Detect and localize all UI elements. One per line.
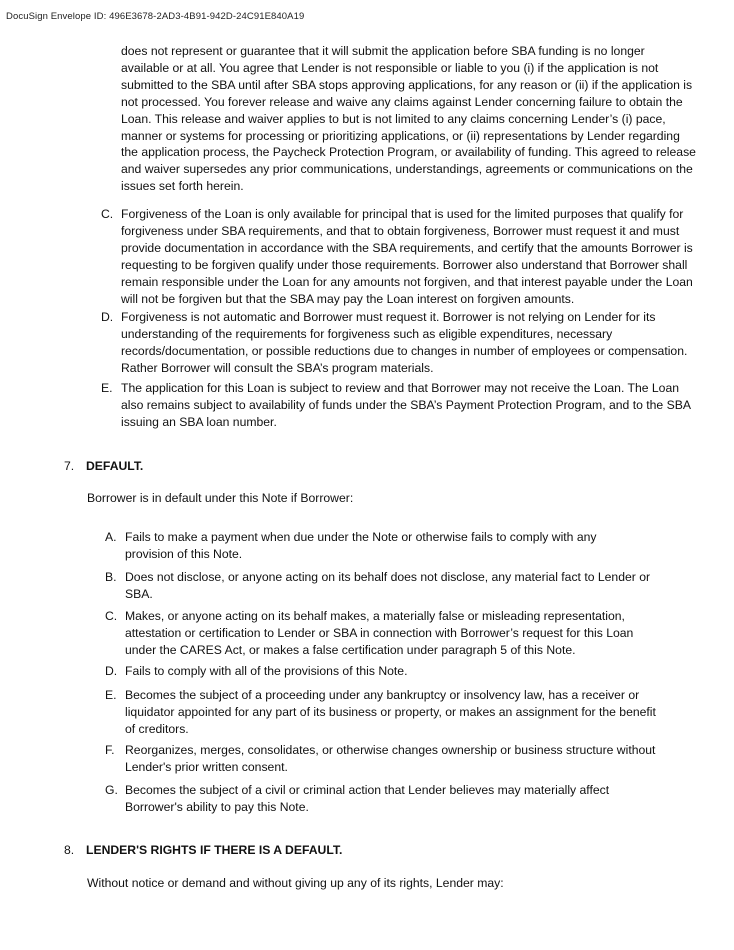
item-text: Does not disclose, or anyone acting on its behalf does not disclose, any material fact to Lender or SBA. [125,570,651,601]
section7-item-g [105,782,665,816]
item-letter: D. [101,310,114,324]
section7-intro: Borrower is in default under this Note if Borrower: [87,491,354,505]
section7-item-c [105,608,665,659]
item-text: The application for this Loan is subject to review and that Borrower may not receive the Loan. The Loan also remains subject to availability of funds under the SBA’s Payment Protection Program, and to the SBA issuing an SBA loan number. [121,381,691,429]
item-text: Becomes the subject of a civil or criminal action that Lender believes may materially affect Borrower's ability to pay this Note. [125,783,610,814]
section-title: LENDER'S RIGHTS IF THERE IS A DEFAULT. [86,843,343,857]
intro-paragraph: does not represent or guarantee that it will submit the application before SBA funding is no longer available or at all. You agree that Lender is not responsible or liable to you (i) if the application is not submitted to the SBA until after SBA stops approving applications, for any reason or (ii) if the application is not processed. You forever release and waive any claims against Lender concerning failure to obtain the Loan. This release and waiver applies to but is not limited to any claims concerning Lender’s (i) pace, manner or systems for processing or prioritizing applications, or (ii) representations by Lender regarding the application process, the Paycheck Protection Program, or availability of funding. This agreed to release and waiver supersedes any prior communications, understandings, agreements or communications on the issues set forth herein. [121,44,696,194]
item-text: Becomes the subject of a proceeding under any bankruptcy or insolvency law, has a receiver or liquidator appointed for any part of its business or property, or makes an assignment for the benefit of creditors. [125,688,656,736]
section6-item-c [101,206,696,307]
section6-item-e [101,380,696,431]
section8-intro: Without notice or demand and without giving up any of its rights, Lender may: [87,876,504,890]
section7-item-a [105,529,645,563]
section-number: 7. [64,459,75,473]
section7-item-e [105,687,665,738]
section7-item-b [105,569,665,603]
section-number: 8. [64,843,75,857]
item-letter: E. [105,688,117,702]
item-letter: C. [101,207,114,221]
section-title: DEFAULT. [86,459,144,473]
item-letter: E. [101,381,113,395]
item-text: Fails to make a payment when due under the Note or otherwise fails to comply with any provision of this Note. [125,530,597,561]
item-letter: F. [105,743,115,757]
section6-item-d [101,309,696,377]
item-letter: D. [105,664,118,678]
item-letter: A. [105,530,117,544]
envelope-id: DocuSign Envelope ID: 496E3678-2AD3-4B91-942D-24C91E840A19 [6,11,305,22]
item-text: Forgiveness is not automatic and Borrower must request it. Borrower is not relying on Lender for its understanding of the requirements for forgiveness such as eligible expenditures, necessary records/documentation, or possible reductions due to changes in number of employees or compensation. Rather Borrower will consult the SBA’s program materials. [121,310,688,375]
item-text: Forgiveness of the Loan is only available for principal that is used for the limited purposes that qualify for forgiveness under SBA requirements, and that to obtain forgiveness, Borrower must request it and must provide documentation in accordance with the SBA requirements, and certify that the amounts Borrower is requesting to be forgiven qualify under those requirements. Borrower also understand that Borrower shall remain responsible under the Loan for any amounts not forgiven, and that interest payable under the Loan will not be forgiven but that the SBA may pay the Loan interest on forgiven amounts. [121,207,693,306]
item-text: Fails to comply with all of the provisions of this Note. [125,664,408,678]
item-letter: G. [105,783,118,797]
item-text: Makes, or anyone acting on its behalf makes, a materially false or misleading representation, attestation or certification to Lender or SBA in connection with Borrower’s request for this Loan under the CARES Act, or makes a false certification under paragraph 5 of this Note. [125,609,634,657]
item-text: Reorganizes, merges, consolidates, or otherwise changes ownership or business structure without Lender's prior written consent. [125,743,656,774]
item-letter: C. [105,609,118,623]
section7-item-d [105,663,665,680]
section7-item-f [105,742,665,776]
item-letter: B. [105,570,117,584]
